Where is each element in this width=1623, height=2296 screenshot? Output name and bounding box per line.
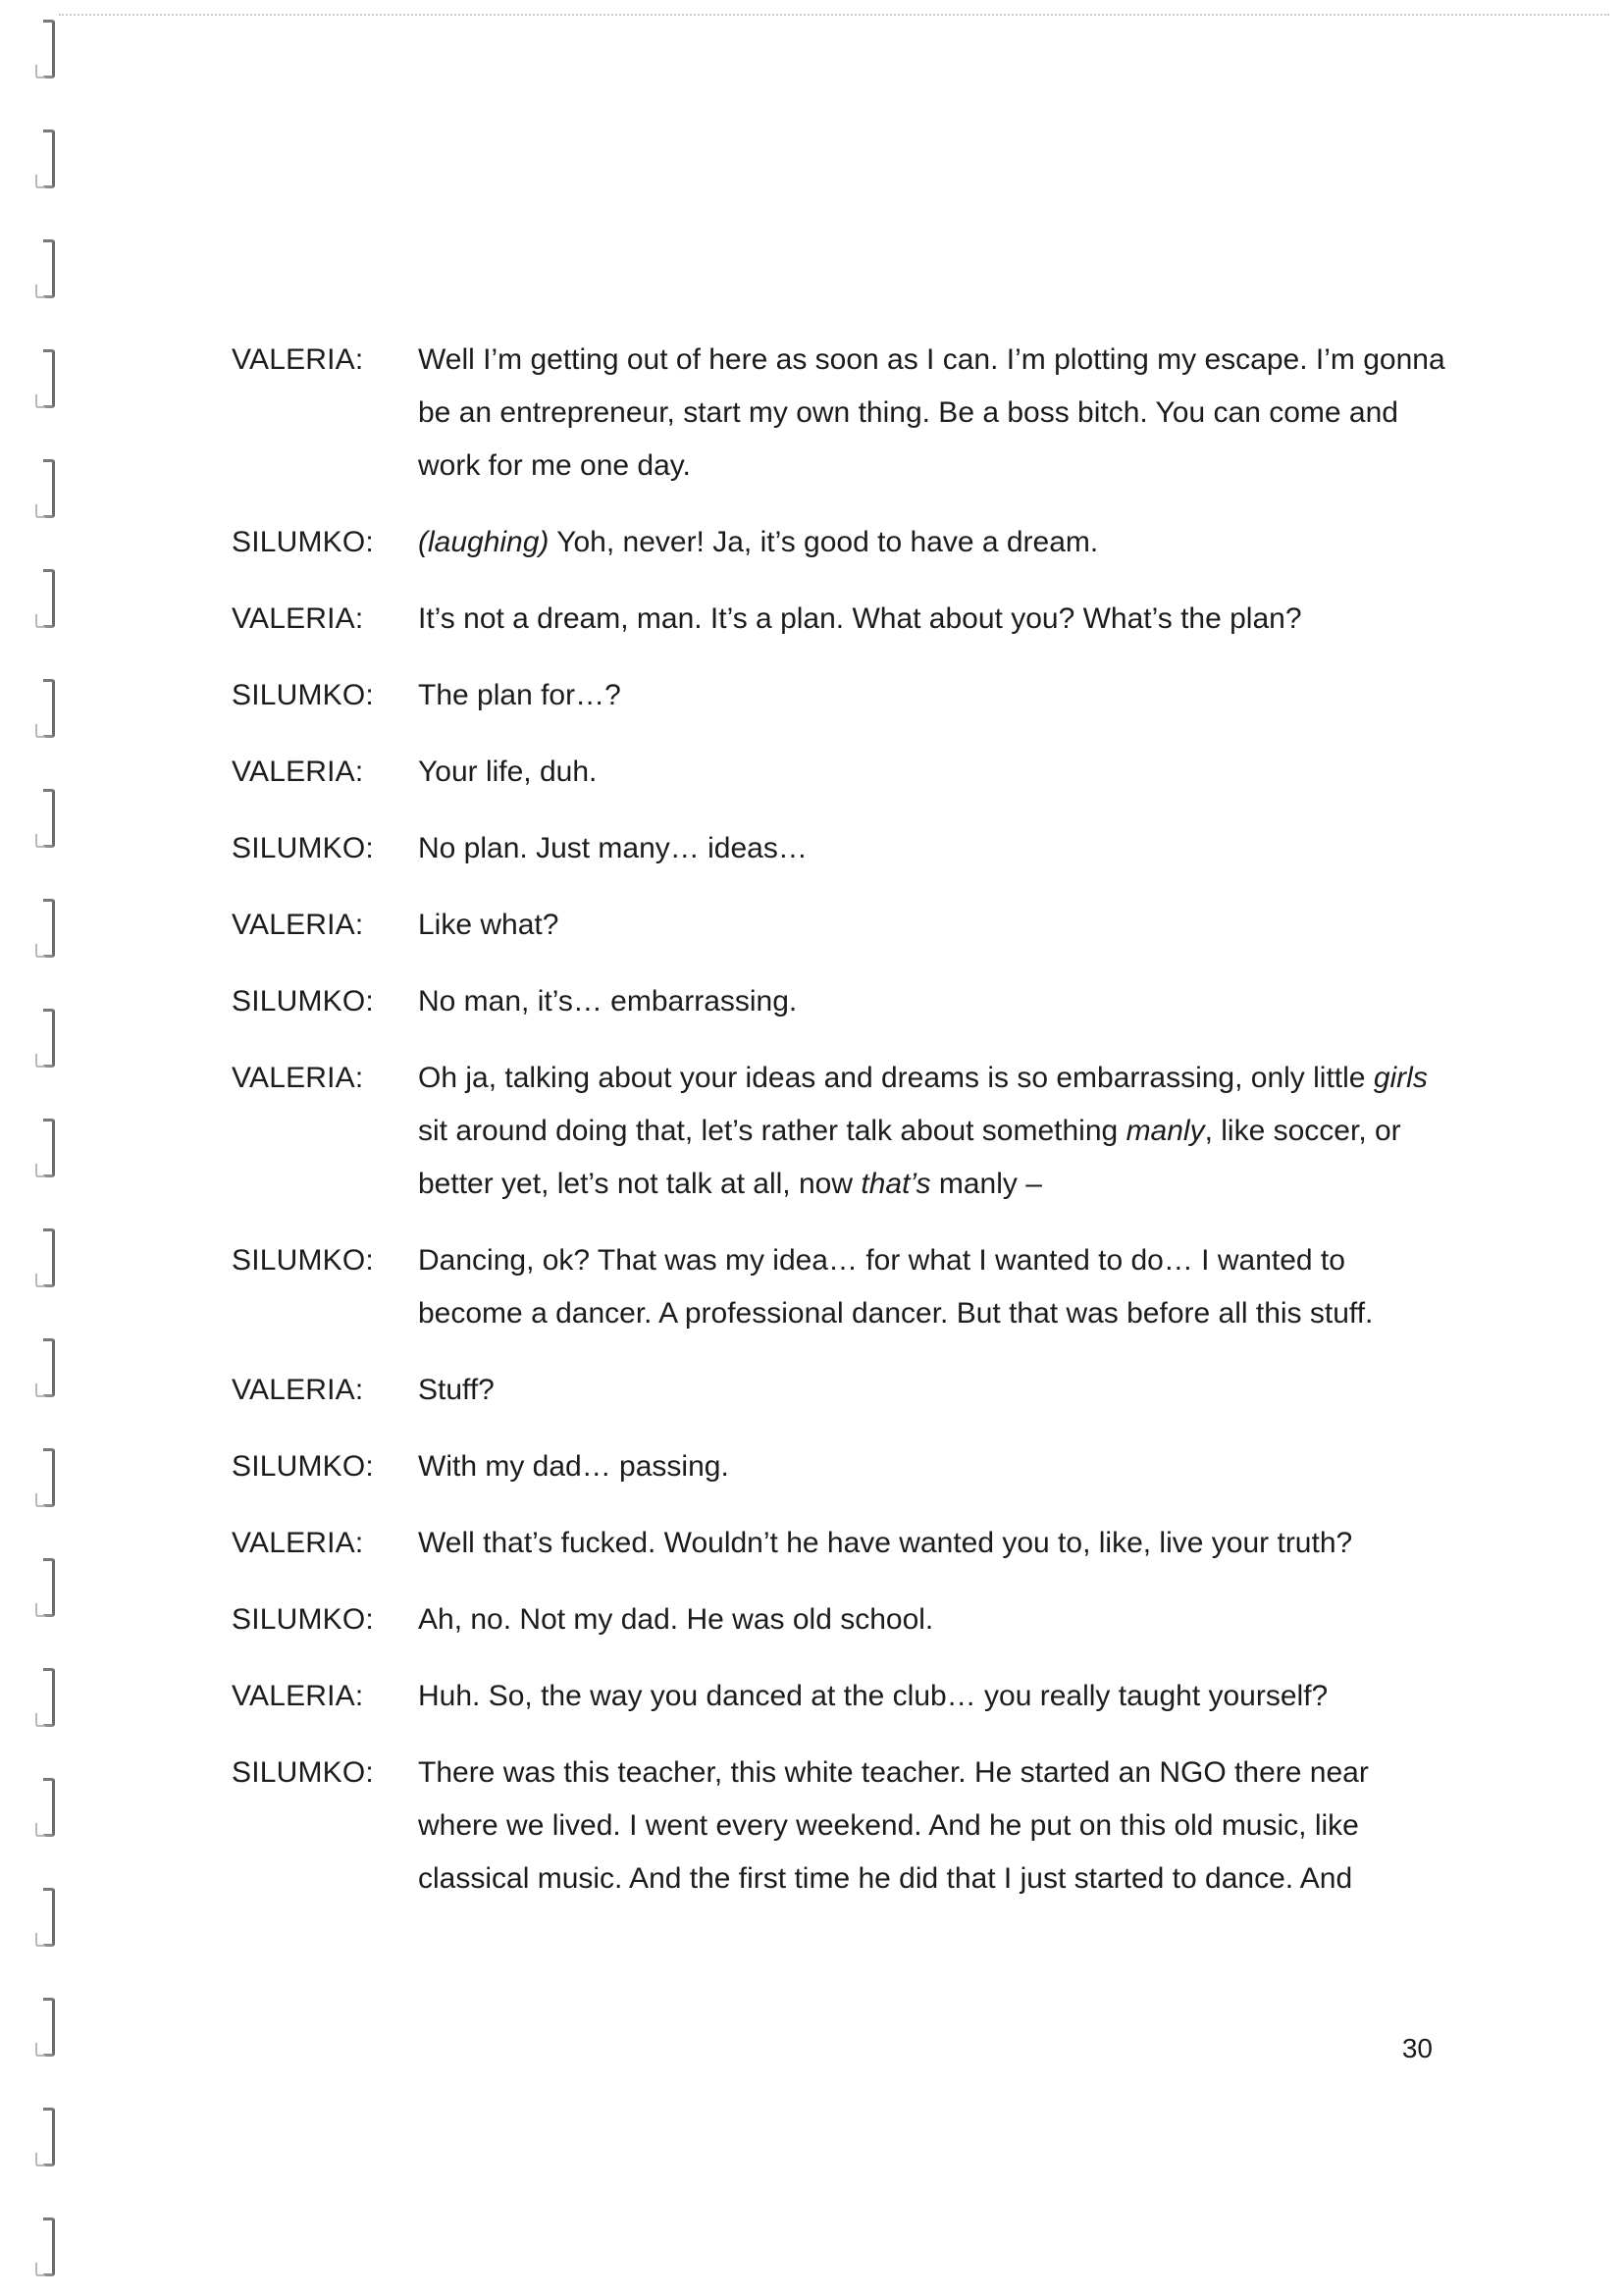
binding-hole [43,1119,55,1177]
text-segment: No man, it’s… embarrassing. [418,985,798,1018]
speaker-name: VALERIA: [232,909,364,941]
text-segment: , like soccer, or better yet, let’s not talk at all, now [418,1115,1401,1200]
speaker-name: VALERIA: [232,1062,364,1094]
dialogue-line [232,1593,1448,1646]
binding-hole [43,1998,55,2057]
speaker-name: VALERIA: [232,1680,364,1712]
dialogue-text [418,669,1448,722]
emphasis-text: girls [1373,1062,1428,1094]
binding-hole [43,1668,55,1727]
binding-hole [43,349,55,408]
binding-hole [43,1448,55,1507]
dialogue-text [418,1670,1448,1723]
dialogue-line [232,593,1448,646]
dialogue-text [418,975,1448,1028]
dialogue-line [232,1747,1448,1905]
binding-hole [43,459,55,518]
dialogue-line [232,1670,1448,1723]
dialogue-line [232,334,1448,493]
dialogue-text [418,1234,1448,1340]
text-segment: Dancing, ok? That was my idea… for what I wanted to do… I wanted to become a dancer. A professional dancer. But that was before all this stuff. [418,1244,1374,1330]
dialogue-text [418,334,1448,493]
binding-hole [43,1228,55,1287]
dialogue-text [418,822,1448,875]
dialogue-text [418,516,1448,569]
emphasis-text: that’s [861,1168,931,1200]
binding-hole [43,1888,55,1947]
dialogue-line [232,1517,1448,1570]
emphasis-text: manly [1126,1115,1205,1147]
speaker-name: VALERIA: [232,343,364,376]
speaker-name: SILUMKO: [232,1244,374,1277]
binding-hole [43,1009,55,1068]
text-segment: Like what? [418,909,559,941]
text-segment: Oh ja, talking about your ideas and dreams is so embarrassing, only little [418,1062,1374,1094]
binding-hole [43,1338,55,1397]
speaker-name: SILUMKO: [232,832,374,864]
dialogue-line [232,975,1448,1028]
binding-hole [43,239,55,298]
dialogue-text [418,746,1448,799]
speaker-name: SILUMKO: [232,679,374,711]
dialogue-text [418,1052,1448,1211]
dialogue-line [232,1234,1448,1340]
binding-hole [43,679,55,738]
speaker-name: VALERIA: [232,756,364,788]
text-segment: There was this teacher, this white teacher. He started an NGO there near where we lived. I went every weekend. And he put on this old music, like classical music. And the first time he did that I just started to dance. And [418,1756,1369,1895]
binding-hole [43,1558,55,1617]
text-segment: sit around doing that, let’s rather talk about something [418,1115,1126,1147]
text-segment: Yoh, never! Ja, it’s good to have a dream. [549,526,1099,558]
binding-hole [43,899,55,958]
script-dialogue [232,334,1448,1929]
speaker-name: SILUMKO: [232,1756,374,1789]
dialogue-text [418,1593,1448,1646]
text-segment: It’s not a dream, man. It’s a plan. What about you? What’s the plan? [418,602,1302,635]
text-segment: The plan for…? [418,679,621,711]
text-segment: Well that’s fucked. Wouldn’t he have wanted you to, like, live your truth? [418,1527,1353,1559]
binding-hole [43,1778,55,1837]
dialogue-line [232,1440,1448,1493]
text-segment: Your life, duh. [418,756,598,788]
speaker-name: SILUMKO: [232,1603,374,1636]
speaker-name: SILUMKO: [232,985,374,1018]
emphasis-text: (laughing) [418,526,550,558]
dialogue-text [418,899,1448,952]
dialogue-line [232,1052,1448,1211]
dialogue-line [232,746,1448,799]
dialogue-line [232,669,1448,722]
binding-hole [43,789,55,848]
dialogue-line [232,822,1448,875]
binding-hole [43,20,55,78]
dialogue-line [232,516,1448,569]
dialogue-text [418,1440,1448,1493]
binding-hole [43,2218,55,2276]
dialogue-text [418,1517,1448,1570]
text-segment: manly – [930,1168,1042,1200]
dialogue-line [232,899,1448,952]
scan-edge-line [59,14,1609,16]
binding-hole [43,2108,55,2166]
dialogue-text [418,593,1448,646]
dialogue-text [418,1747,1448,1905]
text-segment: Stuff? [418,1374,495,1406]
speaker-name: VALERIA: [232,602,364,635]
dialogue-text [418,1364,1448,1417]
speaker-name: SILUMKO: [232,526,374,558]
speaker-name: VALERIA: [232,1374,364,1406]
binding-hole [43,569,55,628]
speaker-name: SILUMKO: [232,1450,374,1483]
text-segment: No plan. Just many… ideas… [418,832,808,864]
text-segment: Huh. So, the way you danced at the club… you really taught yourself? [418,1680,1329,1712]
binding-hole [43,130,55,188]
speaker-name: VALERIA: [232,1527,364,1559]
binding-strip [0,0,88,2296]
text-segment: With my dad… passing. [418,1450,729,1483]
dialogue-line [232,1364,1448,1417]
text-segment: Well I’m getting out of here as soon as I can. I’m plotting my escape. I’m gonna be an entrepreneur, start my own thing. Be a boss bitch. You can come and work for me one day. [418,343,1445,482]
text-segment: Ah, no. Not my dad. He was old school. [418,1603,934,1636]
page-number: 30 [1401,2033,1433,2063]
